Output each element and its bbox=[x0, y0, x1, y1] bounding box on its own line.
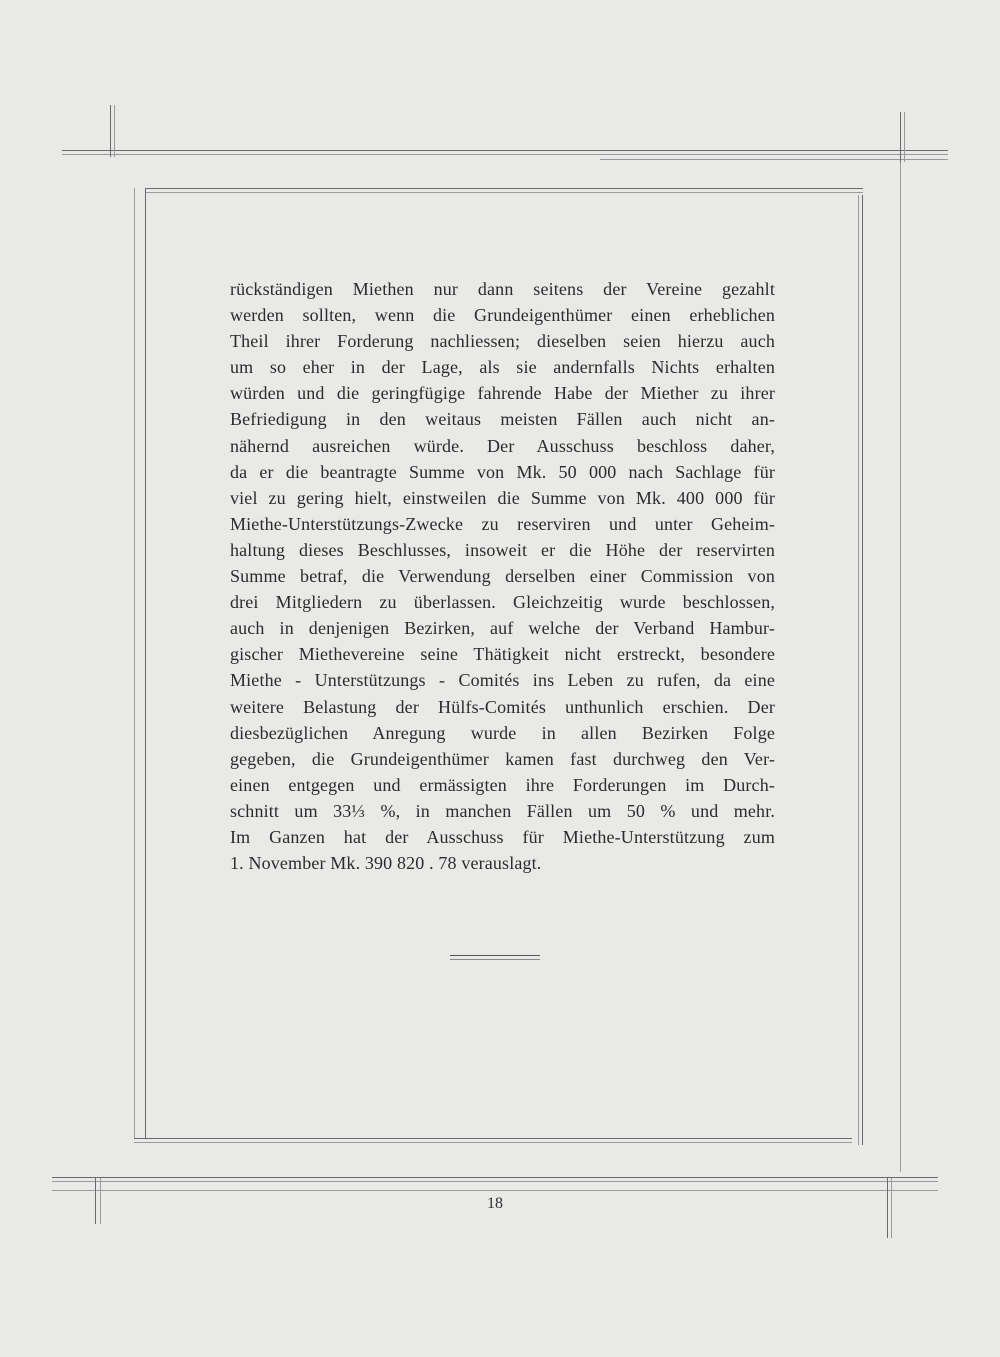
bottom-rule-2 bbox=[52, 1181, 938, 1182]
text-line: da er die beantragte Summe von Mk. 50 000 nach Sachlage für bbox=[230, 461, 775, 482]
text-line: schnitt um 33⅓ %, in manchen Fällen um 50 % und mehr. bbox=[230, 800, 775, 821]
top-rule-2 bbox=[62, 154, 948, 155]
bottom-rule-3 bbox=[52, 1190, 938, 1191]
section-separator bbox=[450, 955, 540, 956]
text-line: drei Mitgliedern zu überlassen. Gleichzeitig wurde beschlossen, bbox=[230, 592, 775, 613]
text-line: diesbezüglichen Anregung wurde in allen Bezirken Folge bbox=[230, 722, 775, 743]
text-line: viel zu gering hielt, einstweilen die Summe von Mk. 400 000 für bbox=[230, 487, 775, 508]
text-line: gegeben, die Grundeigenthümer kamen fast durchweg den Ver- bbox=[230, 748, 775, 769]
text-line: gischer Miethevereine seine Thätigkeit nicht erstreckt, besondere bbox=[230, 644, 775, 665]
section-separator-2 bbox=[450, 959, 540, 960]
inner-frame-top-2 bbox=[145, 192, 863, 193]
top-rule-3 bbox=[600, 159, 948, 160]
text-line: um so eher in der Lage, als sie andernfalls Nichts erhalten bbox=[230, 357, 775, 378]
text-line: Theil ihrer Forderung nachliessen; dieselben seien hierzu auch bbox=[230, 331, 775, 352]
text-line: Summe betraf, die Verwendung derselben einer Commission von bbox=[230, 566, 775, 587]
right-outer-rule-bottom-2 bbox=[891, 1178, 892, 1238]
left-outer-rule-bottom-2 bbox=[100, 1178, 101, 1224]
text-line: Im Ganzen hat der Ausschuss für Miethe-Unterstützung zum bbox=[230, 826, 775, 847]
inner-frame-top bbox=[145, 188, 863, 189]
left-outer-rule-top bbox=[110, 105, 111, 157]
inner-frame-right bbox=[862, 195, 863, 1145]
text-line: würden und die geringfügige fahrende Habe der Miether zu ihrer bbox=[230, 383, 775, 404]
inner-frame-left bbox=[145, 188, 146, 1138]
right-outer-rule-top-2 bbox=[904, 112, 905, 162]
page-number: 18 bbox=[487, 1195, 503, 1212]
text-line: einen entgegen und ermässigten ihre Forderungen im Durch- bbox=[230, 774, 775, 795]
text-line: auch in denjenigen Bezirken, auf welche der Verband Hambur- bbox=[230, 618, 775, 639]
text-line: Befriedigung in den weitaus meisten Fällen auch nicht an- bbox=[230, 409, 775, 430]
right-outer-rule-long bbox=[900, 162, 901, 1172]
text-line: rückständigen Miethen nur dann seitens der Vereine gezahlt bbox=[230, 279, 775, 299]
text-line: 1. November Mk. 390 820 . 78 verauslagt. bbox=[230, 853, 542, 874]
body-text bbox=[230, 276, 775, 876]
inner-frame-bottom bbox=[134, 1138, 852, 1139]
text-line: werden sollten, wenn die Grundeigenthümer einen erheblichen bbox=[230, 305, 775, 326]
inner-frame-left-2 bbox=[134, 188, 135, 1138]
right-outer-rule-top bbox=[900, 112, 901, 162]
inner-frame-right-2 bbox=[858, 195, 859, 1145]
bottom-rule-1 bbox=[52, 1177, 938, 1178]
text-line: weitere Belastung der Hülfs-Comités unthunlich erschien. Der bbox=[230, 696, 775, 717]
left-outer-rule-bottom bbox=[95, 1178, 96, 1224]
text-line: nähernd ausreichen würde. Der Ausschuss beschloss daher, bbox=[230, 435, 775, 456]
text-line: haltung dieses Beschlusses, insoweit er die Höhe der reservirten bbox=[230, 539, 775, 560]
top-rule-1 bbox=[62, 150, 948, 151]
text-line: Miethe - Unterstützungs - Comités ins Leben zu rufen, da eine bbox=[230, 670, 775, 691]
inner-frame-bottom-2 bbox=[134, 1142, 852, 1143]
text-line: Miethe-Unterstützungs-Zwecke zu reserviren und unter Geheim- bbox=[230, 513, 775, 534]
left-outer-rule-top-2 bbox=[114, 105, 115, 157]
right-outer-rule-bottom bbox=[887, 1178, 888, 1238]
